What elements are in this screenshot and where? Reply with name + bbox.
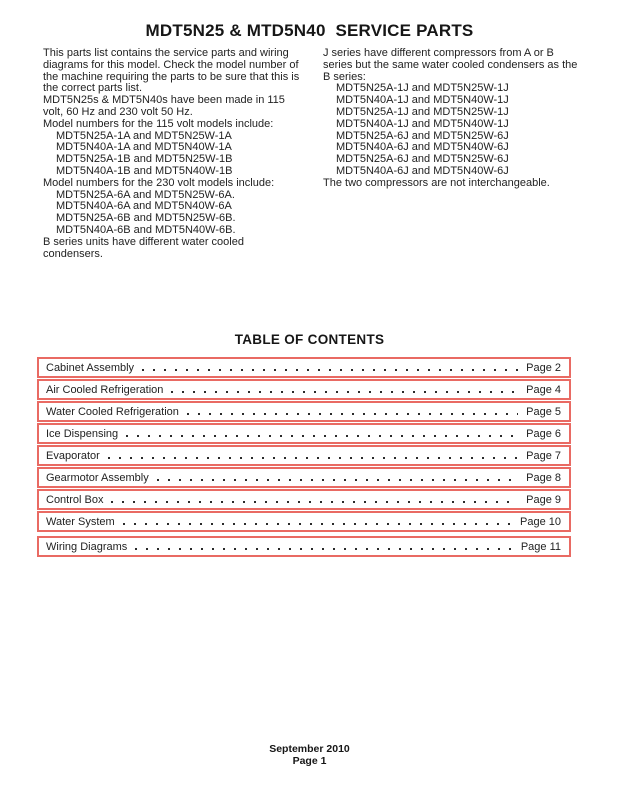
toc-row-ice-dispensing[interactable]: [37, 423, 571, 444]
intro-paragraph: Model numbers for the 230 volt models include:: [43, 176, 275, 189]
model-number-line: MDT5N25A-1J and MDT5N25W-1J: [336, 105, 509, 118]
toc-entry-label: Control Box: [46, 493, 104, 506]
model-number-line: MDT5N40A-1J and MDT5N40W-1J: [336, 94, 509, 107]
toc-row-air-cooled-refrigeration[interactable]: [37, 379, 571, 400]
toc-entry-label: Cabinet Assembly: [46, 361, 135, 374]
dot-leader: [123, 523, 512, 525]
toc-entry-page: Page 7: [526, 449, 561, 462]
model-number-line: MDT5N25A-6B and MDT5N25W-6B.: [56, 212, 236, 225]
page-footer: [0, 743, 619, 767]
toc-row-water-system[interactable]: [37, 511, 571, 532]
model-number-line: MDT5N40A-6A and MDT5N40W-6A: [56, 200, 232, 213]
intro-columns: [43, 48, 619, 260]
toc-row-wiring-diagrams[interactable]: [37, 536, 571, 557]
toc-entry-label: Water System: [46, 515, 115, 528]
toc-entry-label: Air Cooled Refrigeration: [46, 383, 164, 396]
intro-paragraph: This parts list contains the service parts and wiring diagrams for this model. Check the model number of the machine requiring the parts to be sure that this is the correct parts list.: [43, 47, 300, 95]
dot-leader: [142, 369, 518, 371]
toc-row-water-cooled-refrigeration[interactable]: [37, 401, 571, 422]
toc-entry-page: Page 5: [526, 405, 561, 418]
toc-entry-page: Page 6: [526, 427, 561, 440]
toc-entry-page: Page 9: [526, 493, 561, 506]
model-number-line: MDT5N25A-6J and MDT5N25W-6J: [336, 153, 509, 166]
model-number-line: MDT5N40A-6B and MDT5N40W-6B.: [56, 223, 236, 236]
toc-entry-label: Evaporator: [46, 449, 100, 462]
toc-row-cabinet-assembly[interactable]: [37, 357, 571, 378]
intro-paragraph: J series have different compressors from A or B series but the same water cooled condensers as the B series:: [323, 47, 578, 83]
model-number-line: MDT5N25A-1A and MDT5N25W-1A: [56, 129, 232, 142]
toc-entry-page: Page 4: [526, 383, 561, 396]
model-number-line: MDT5N25A-1B and MDT5N25W-1B: [56, 153, 233, 166]
toc-entry-label: Ice Dispensing: [46, 427, 119, 440]
model-number-line: MDT5N40A-1A and MDT5N40W-1A: [56, 141, 232, 154]
page-title: MDT5N25 & MTD5N40 SERVICE PARTS: [145, 21, 474, 40]
intro-paragraph: Model numbers for the 115 volt models include:: [43, 117, 274, 130]
model-number-line: MDT5N25A-6A and MDT5N25W-6A.: [56, 188, 235, 201]
dot-leader: [111, 501, 518, 503]
dot-leader: [171, 391, 518, 393]
dot-leader: [108, 457, 518, 459]
toc-entry-label: Gearmotor Assembly: [46, 471, 149, 484]
toc-heading: TABLE OF CONTENTS: [234, 332, 385, 348]
model-number-line: MDT5N25A-6J and MDT5N25W-6J: [336, 129, 509, 142]
model-number-line: MDT5N40A-6J and MDT5N40W-6J: [336, 164, 509, 177]
toc-entry-page: Page 10: [520, 515, 561, 528]
intro-paragraph: MDT5N25s & MDT5N40s have been made in 115 volt, 60 Hz and 230 volt 50 Hz.: [43, 94, 285, 118]
intro-right-column: [323, 48, 585, 260]
toc-row-control-box[interactable]: [37, 489, 571, 510]
intro-paragraph: B series units have different water cooled condensers.: [43, 235, 244, 260]
toc-entry-page: Page 2: [526, 361, 561, 374]
footer-date: September 2010: [269, 743, 350, 756]
model-number-line: MDT5N40A-1B and MDT5N40W-1B: [56, 164, 233, 177]
toc-row-gearmotor-assembly[interactable]: [37, 467, 571, 488]
dot-leader: [126, 435, 518, 437]
toc-row-evaporator[interactable]: [37, 445, 571, 466]
toc-entry-label: Water Cooled Refrigeration: [46, 405, 179, 418]
toc-entry-page: Page 8: [526, 471, 561, 484]
table-of-contents: [37, 357, 571, 557]
intro-paragraph: The two compressors are not interchangeable.: [323, 176, 550, 189]
intro-left-column: [43, 48, 305, 260]
model-number-line: MDT5N40A-1J and MDT5N40W-1J: [336, 117, 509, 130]
dot-leader: [187, 413, 518, 415]
toc-entry-label: Wiring Diagrams: [46, 540, 128, 553]
dot-leader: [135, 548, 513, 550]
model-number-line: MDT5N25A-1J and MDT5N25W-1J: [336, 82, 509, 95]
model-number-line: MDT5N40A-6J and MDT5N40W-6J: [336, 141, 509, 154]
dot-leader: [157, 479, 518, 481]
footer-page-number: Page 1: [292, 755, 327, 768]
toc-entry-page: Page 11: [520, 540, 561, 553]
